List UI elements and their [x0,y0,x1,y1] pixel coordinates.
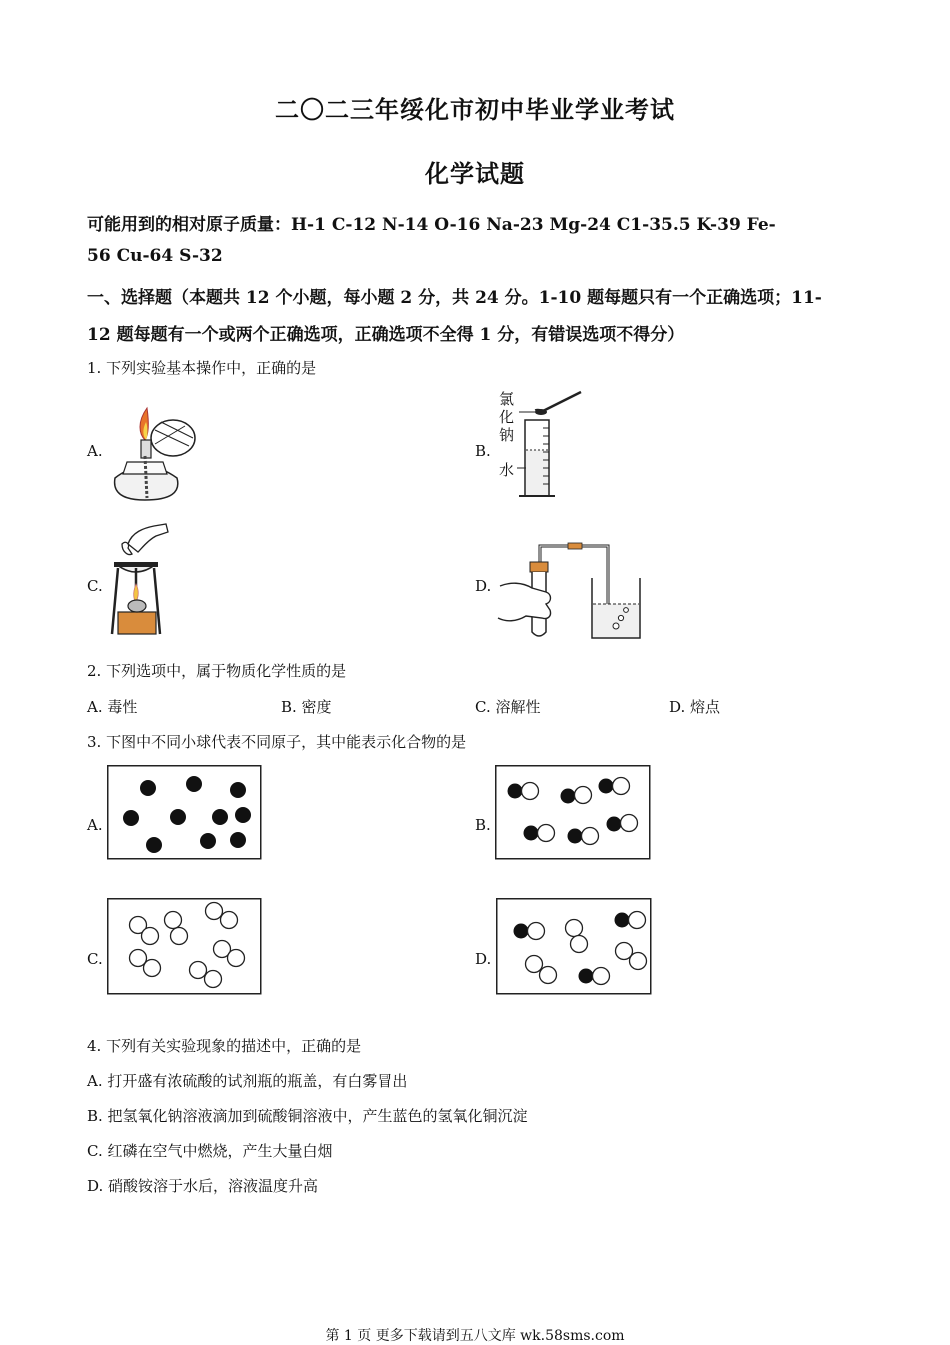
q4-stem: 4. 下列有关实验现象的描述中，正确的是 [87,1037,362,1055]
page-footer: 第 1 页 更多下载请到五八文库 wk.58sms.com [325,1328,625,1344]
airtightness-check-illustration [496,538,648,640]
q4-option-c: C. 红磷在空气中燃烧，产生大量白烟 [87,1142,333,1160]
atomic-mass-line-2: 56 Cu-64 S-32 [87,246,223,266]
q1-stem: 1. 下列实验基本操作中，正确的是 [87,359,317,377]
alcohol-lamp-illustration [105,400,205,505]
nacl-label-char-3: 钠 [499,426,515,444]
q3-option-a: A. [87,816,103,834]
q4-option-b: B. 把氢氧化钠溶液滴加到硫酸铜溶液中，产生蓝色的氢氧化铜沉淀 [87,1107,528,1125]
q2-option-c: C. 溶解性 [475,698,541,716]
section-heading-line-2: 12 题每题有一个或两个正确选项，正确选项不全得 1 分，有错误选项不得分） [87,325,685,345]
q3-stem: 3. 下图中不同小球代表不同原子，其中能表示化合物的是 [87,733,467,751]
evaporation-tripod-illustration [108,522,173,640]
page-subtitle: 化学试题 [425,159,525,188]
q3-option-d: D. [475,950,492,968]
particle-diagram-a [107,765,262,860]
section-heading-line-1: 一、选择题（本题共 12 个小题，每小题 2 分，共 24 分。1-10 题每题只有一个正确选项；11- [87,288,822,308]
atomic-mass-line-1: 可能用到的相对原子质量：H-1 C-12 N-14 O-16 Na-23 Mg-24 C1-35.5 K-39 Fe- [87,215,776,235]
page-title: 二〇二三年绥化市初中毕业学业考试 [275,95,675,124]
q2-option-a: A. 毒性 [87,698,138,716]
q2-option-b: B. 密度 [281,698,332,716]
nacl-label-char-1: 氯 [499,390,515,408]
particle-diagram-b [495,765,651,860]
q4-option-a: A. 打开盛有浓硫酸的试剂瓶的瓶盖，有白雾冒出 [87,1072,408,1090]
q2-option-d: D. 熔点 [669,698,721,716]
q3-option-b: B. [475,816,491,834]
nacl-label-char-2: 化 [499,408,515,426]
water-label: 水 [499,461,515,479]
q2-stem: 2. 下列选项中，属于物质化学性质的是 [87,662,347,680]
particle-diagram-c [107,898,262,995]
graduated-cylinder-illustration [505,388,590,503]
q1-option-a: A. [87,442,103,460]
particle-diagram-d [496,898,652,995]
q1-option-b: B. [475,442,491,460]
q3-option-c: C. [87,950,103,968]
q4-option-d: D. 硝酸铵溶于水后，溶液温度升高 [87,1177,319,1195]
q1-option-c: C. [87,577,103,595]
q1-option-d: D. [475,577,492,595]
